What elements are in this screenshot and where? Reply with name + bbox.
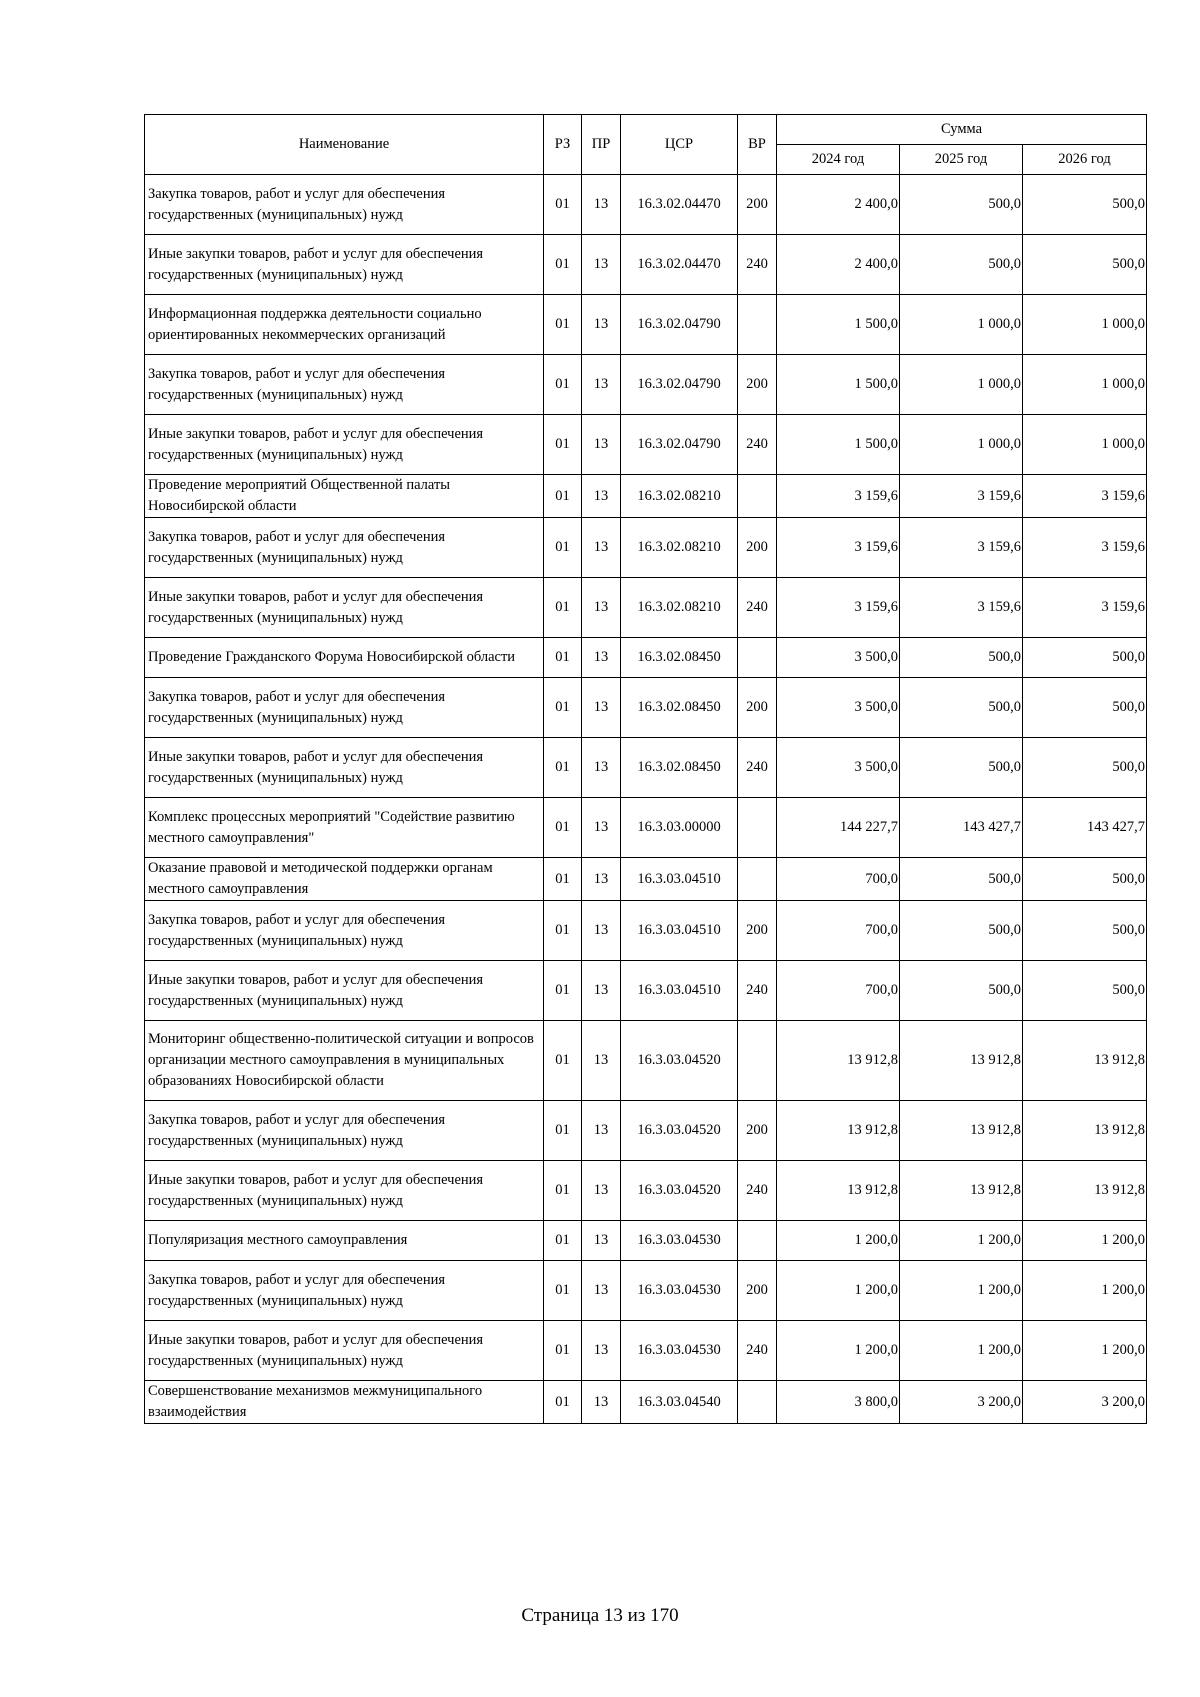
cell-rz: 01	[544, 1261, 582, 1321]
cell-csr: 16.3.02.08210	[621, 518, 738, 578]
cell-pr: 13	[582, 1381, 621, 1424]
cell-sum-2025: 500,0	[900, 738, 1023, 798]
cell-sum-2025: 1 000,0	[900, 415, 1023, 475]
cell-sum-2024: 700,0	[777, 961, 900, 1021]
cell-sum-2024: 3 500,0	[777, 638, 900, 678]
cell-vr	[738, 798, 777, 858]
cell-rz: 01	[544, 1221, 582, 1261]
table-row	[145, 961, 1147, 1021]
cell-rz: 01	[544, 1161, 582, 1221]
cell-pr: 13	[582, 678, 621, 738]
cell-sum-2024: 3 159,6	[777, 578, 900, 638]
cell-sum-2026: 13 912,8	[1023, 1101, 1147, 1161]
cell-sum-2026: 500,0	[1023, 738, 1147, 798]
cell-name: Закупка товаров, работ и услуг для обеспечения государственных (муниципальных) нужд	[145, 1261, 544, 1321]
cell-name: Закупка товаров, работ и услуг для обеспечения государственных (муниципальных) нужд	[145, 175, 544, 235]
cell-sum-2026: 3 159,6	[1023, 578, 1147, 638]
cell-pr: 13	[582, 1321, 621, 1381]
table-row	[145, 1321, 1147, 1381]
table-row	[145, 1161, 1147, 1221]
cell-sum-2025: 500,0	[900, 901, 1023, 961]
cell-sum-2025: 13 912,8	[900, 1161, 1023, 1221]
cell-csr: 16.3.02.08450	[621, 678, 738, 738]
cell-rz: 01	[544, 638, 582, 678]
cell-sum-2026: 500,0	[1023, 638, 1147, 678]
cell-sum-2026: 3 159,6	[1023, 475, 1147, 518]
cell-sum-2025: 1 200,0	[900, 1261, 1023, 1321]
cell-rz: 01	[544, 858, 582, 901]
cell-rz: 01	[544, 415, 582, 475]
table-row	[145, 1101, 1147, 1161]
cell-sum-2026: 3 200,0	[1023, 1381, 1147, 1424]
cell-pr: 13	[582, 475, 621, 518]
cell-name: Закупка товаров, работ и услуг для обеспечения государственных (муниципальных) нужд	[145, 518, 544, 578]
cell-csr: 16.3.03.04530	[621, 1261, 738, 1321]
cell-pr: 13	[582, 355, 621, 415]
table-row	[145, 175, 1147, 235]
cell-vr	[738, 1221, 777, 1261]
cell-rz: 01	[544, 578, 582, 638]
cell-sum-2025: 13 912,8	[900, 1021, 1023, 1101]
cell-rz: 01	[544, 355, 582, 415]
cell-sum-2026: 500,0	[1023, 901, 1147, 961]
cell-sum-2025: 1 200,0	[900, 1321, 1023, 1381]
cell-pr: 13	[582, 738, 621, 798]
table-row	[145, 738, 1147, 798]
cell-sum-2024: 144 227,7	[777, 798, 900, 858]
table-row	[145, 295, 1147, 355]
cell-csr: 16.3.02.04470	[621, 235, 738, 295]
cell-pr: 13	[582, 578, 621, 638]
table-row	[145, 1261, 1147, 1321]
cell-vr: 200	[738, 678, 777, 738]
budget-table	[144, 114, 1147, 1424]
header-year-2025: 2025 год	[900, 145, 1023, 175]
cell-pr: 13	[582, 901, 621, 961]
cell-csr: 16.3.02.04790	[621, 295, 738, 355]
cell-pr: 13	[582, 638, 621, 678]
cell-name: Проведение Гражданского Форума Новосибирской области	[145, 638, 544, 678]
cell-rz: 01	[544, 235, 582, 295]
cell-name: Информационная поддержка деятельности социально ориентированных некоммерческих организаций	[145, 295, 544, 355]
cell-vr: 200	[738, 1261, 777, 1321]
cell-csr: 16.3.02.08210	[621, 475, 738, 518]
table-row	[145, 518, 1147, 578]
cell-sum-2026: 13 912,8	[1023, 1161, 1147, 1221]
cell-name: Иные закупки товаров, работ и услуг для обеспечения государственных (муниципальных) нужд	[145, 738, 544, 798]
table-row	[145, 638, 1147, 678]
cell-sum-2026: 500,0	[1023, 678, 1147, 738]
cell-rz: 01	[544, 518, 582, 578]
cell-pr: 13	[582, 1161, 621, 1221]
cell-name: Закупка товаров, работ и услуг для обеспечения государственных (муниципальных) нужд	[145, 355, 544, 415]
cell-name: Иные закупки товаров, работ и услуг для обеспечения государственных (муниципальных) нужд	[145, 415, 544, 475]
cell-sum-2025: 500,0	[900, 638, 1023, 678]
cell-sum-2025: 500,0	[900, 235, 1023, 295]
cell-rz: 01	[544, 738, 582, 798]
cell-sum-2026: 1 200,0	[1023, 1221, 1147, 1261]
cell-csr: 16.3.03.04540	[621, 1381, 738, 1424]
cell-vr: 200	[738, 1101, 777, 1161]
cell-sum-2025: 500,0	[900, 175, 1023, 235]
cell-pr: 13	[582, 1101, 621, 1161]
header-vr: ВР	[738, 115, 777, 175]
cell-vr: 200	[738, 518, 777, 578]
cell-sum-2026: 1 000,0	[1023, 415, 1147, 475]
cell-vr	[738, 1381, 777, 1424]
header-year-2026: 2026 год	[1023, 145, 1147, 175]
cell-sum-2025: 500,0	[900, 961, 1023, 1021]
table-row	[145, 355, 1147, 415]
cell-sum-2024: 700,0	[777, 901, 900, 961]
cell-rz: 01	[544, 175, 582, 235]
cell-sum-2024: 13 912,8	[777, 1161, 900, 1221]
cell-sum-2024: 1 200,0	[777, 1261, 900, 1321]
cell-rz: 01	[544, 1021, 582, 1101]
cell-sum-2026: 1 200,0	[1023, 1261, 1147, 1321]
table-row	[145, 578, 1147, 638]
cell-sum-2025: 3 159,6	[900, 475, 1023, 518]
cell-pr: 13	[582, 961, 621, 1021]
cell-sum-2025: 500,0	[900, 858, 1023, 901]
cell-vr: 240	[738, 415, 777, 475]
cell-name: Закупка товаров, работ и услуг для обеспечения государственных (муниципальных) нужд	[145, 901, 544, 961]
cell-rz: 01	[544, 1101, 582, 1161]
cell-rz: 01	[544, 475, 582, 518]
cell-csr: 16.3.03.04530	[621, 1221, 738, 1261]
table-header-row	[145, 115, 1147, 145]
cell-sum-2024: 1 500,0	[777, 355, 900, 415]
cell-sum-2026: 500,0	[1023, 175, 1147, 235]
cell-vr	[738, 295, 777, 355]
header-csr: ЦСР	[621, 115, 738, 175]
cell-name: Иные закупки товаров, работ и услуг для обеспечения государственных (муниципальных) нужд	[145, 578, 544, 638]
cell-csr: 16.3.03.04510	[621, 961, 738, 1021]
cell-sum-2026: 500,0	[1023, 858, 1147, 901]
cell-sum-2026: 1 200,0	[1023, 1321, 1147, 1381]
cell-sum-2026: 1 000,0	[1023, 355, 1147, 415]
table-row	[145, 901, 1147, 961]
cell-pr: 13	[582, 1261, 621, 1321]
cell-vr	[738, 1021, 777, 1101]
table-row	[145, 798, 1147, 858]
header-pr: ПР	[582, 115, 621, 175]
cell-vr	[738, 858, 777, 901]
cell-sum-2026: 13 912,8	[1023, 1021, 1147, 1101]
cell-sum-2025: 3 159,6	[900, 518, 1023, 578]
cell-rz: 01	[544, 295, 582, 355]
cell-sum-2024: 2 400,0	[777, 175, 900, 235]
cell-csr: 16.3.03.04510	[621, 901, 738, 961]
table-row	[145, 678, 1147, 738]
cell-name: Иные закупки товаров, работ и услуг для обеспечения государственных (муниципальных) нужд	[145, 961, 544, 1021]
cell-rz: 01	[544, 901, 582, 961]
table-row	[145, 1021, 1147, 1101]
cell-vr: 200	[738, 355, 777, 415]
cell-csr: 16.3.02.08450	[621, 638, 738, 678]
table-row	[145, 235, 1147, 295]
cell-pr: 13	[582, 1221, 621, 1261]
cell-pr: 13	[582, 798, 621, 858]
cell-name: Проведение мероприятий Общественной палаты Новосибирской области	[145, 475, 544, 518]
cell-rz: 01	[544, 961, 582, 1021]
cell-name: Оказание правовой и методической поддержки органам местного самоуправления	[145, 858, 544, 901]
cell-vr	[738, 638, 777, 678]
cell-pr: 13	[582, 1021, 621, 1101]
cell-vr: 200	[738, 175, 777, 235]
cell-csr: 16.3.03.04530	[621, 1321, 738, 1381]
header-rz: РЗ	[544, 115, 582, 175]
cell-name: Совершенствование механизмов межмуниципального взаимодействия	[145, 1381, 544, 1424]
cell-vr: 240	[738, 1321, 777, 1381]
cell-sum-2024: 3 800,0	[777, 1381, 900, 1424]
cell-vr	[738, 475, 777, 518]
cell-name: Иные закупки товаров, работ и услуг для обеспечения государственных (муниципальных) нужд	[145, 1161, 544, 1221]
cell-sum-2026: 500,0	[1023, 961, 1147, 1021]
cell-sum-2025: 3 159,6	[900, 578, 1023, 638]
cell-sum-2024: 700,0	[777, 858, 900, 901]
cell-name: Комплекс процессных мероприятий "Содействие развитию местного самоуправления"	[145, 798, 544, 858]
cell-sum-2024: 1 200,0	[777, 1321, 900, 1381]
cell-name: Популяризация местного самоуправления	[145, 1221, 544, 1261]
cell-vr: 240	[738, 961, 777, 1021]
cell-csr: 16.3.02.08450	[621, 738, 738, 798]
cell-sum-2025: 1 000,0	[900, 295, 1023, 355]
header-name: Наименование	[145, 115, 544, 175]
cell-csr: 16.3.03.04510	[621, 858, 738, 901]
cell-pr: 13	[582, 295, 621, 355]
page-number: Страница 13 из 170	[521, 1605, 679, 1626]
cell-sum-2025: 1 000,0	[900, 355, 1023, 415]
cell-name: Закупка товаров, работ и услуг для обеспечения государственных (муниципальных) нужд	[145, 678, 544, 738]
cell-name: Иные закупки товаров, работ и услуг для обеспечения государственных (муниципальных) нужд	[145, 1321, 544, 1381]
cell-pr: 13	[582, 858, 621, 901]
table-row	[145, 475, 1147, 518]
cell-sum-2024: 13 912,8	[777, 1021, 900, 1101]
cell-rz: 01	[544, 798, 582, 858]
cell-sum-2026: 1 000,0	[1023, 295, 1147, 355]
cell-csr: 16.3.03.04520	[621, 1161, 738, 1221]
cell-pr: 13	[582, 235, 621, 295]
cell-csr: 16.3.02.04470	[621, 175, 738, 235]
cell-rz: 01	[544, 1381, 582, 1424]
cell-pr: 13	[582, 175, 621, 235]
cell-name: Иные закупки товаров, работ и услуг для обеспечения государственных (муниципальных) нужд	[145, 235, 544, 295]
cell-sum-2026: 3 159,6	[1023, 518, 1147, 578]
cell-vr: 240	[738, 578, 777, 638]
cell-sum-2026: 500,0	[1023, 235, 1147, 295]
cell-sum-2024: 3 500,0	[777, 738, 900, 798]
table-row	[145, 858, 1147, 901]
header-sum: Сумма	[777, 115, 1147, 145]
cell-sum-2024: 1 200,0	[777, 1221, 900, 1261]
cell-vr: 240	[738, 235, 777, 295]
cell-rz: 01	[544, 678, 582, 738]
cell-sum-2024: 3 159,6	[777, 475, 900, 518]
cell-pr: 13	[582, 415, 621, 475]
cell-csr: 16.3.03.04520	[621, 1021, 738, 1101]
table-row	[145, 1381, 1147, 1424]
cell-sum-2025: 500,0	[900, 678, 1023, 738]
cell-sum-2025: 1 200,0	[900, 1221, 1023, 1261]
cell-sum-2026: 143 427,7	[1023, 798, 1147, 858]
cell-sum-2024: 2 400,0	[777, 235, 900, 295]
cell-csr: 16.3.02.08210	[621, 578, 738, 638]
cell-csr: 16.3.03.00000	[621, 798, 738, 858]
table-row	[145, 1221, 1147, 1261]
cell-sum-2024: 1 500,0	[777, 295, 900, 355]
table-body	[145, 175, 1147, 1424]
cell-sum-2024: 3 159,6	[777, 518, 900, 578]
cell-rz: 01	[544, 1321, 582, 1381]
cell-sum-2024: 13 912,8	[777, 1101, 900, 1161]
header-year-2024: 2024 год	[777, 145, 900, 175]
cell-csr: 16.3.02.04790	[621, 355, 738, 415]
cell-pr: 13	[582, 518, 621, 578]
cell-name: Мониторинг общественно-политической ситуации и вопросов организации местного самоуправления в муниципальных образованиях Новосибирской области	[145, 1021, 544, 1101]
cell-vr: 240	[738, 1161, 777, 1221]
cell-vr: 240	[738, 738, 777, 798]
cell-vr: 200	[738, 901, 777, 961]
cell-sum-2025: 143 427,7	[900, 798, 1023, 858]
cell-sum-2024: 1 500,0	[777, 415, 900, 475]
cell-sum-2024: 3 500,0	[777, 678, 900, 738]
cell-csr: 16.3.03.04520	[621, 1101, 738, 1161]
cell-name: Закупка товаров, работ и услуг для обеспечения государственных (муниципальных) нужд	[145, 1101, 544, 1161]
cell-csr: 16.3.02.04790	[621, 415, 738, 475]
cell-sum-2025: 13 912,8	[900, 1101, 1023, 1161]
cell-sum-2025: 3 200,0	[900, 1381, 1023, 1424]
table-row	[145, 415, 1147, 475]
